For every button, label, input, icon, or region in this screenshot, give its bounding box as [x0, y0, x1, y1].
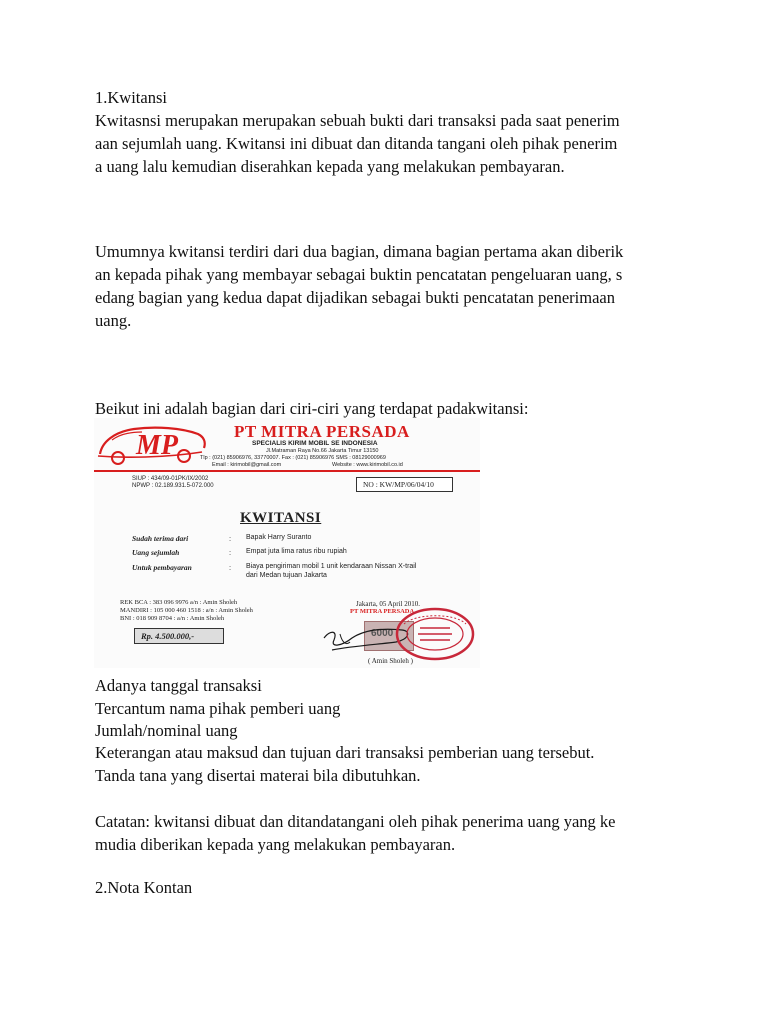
logo-text: MP	[136, 430, 178, 461]
amount-box	[134, 628, 224, 644]
field-colon: :	[229, 534, 232, 543]
amount-value: Rp. 4.500.000,-	[141, 631, 195, 641]
note-line: mudia diberikan kepada yang melakukan pembayaran.	[95, 835, 456, 854]
paragraph-line: uang.	[95, 311, 132, 330]
paragraph-line: edang bagian yang kedua dapat dijadikan sebagai bukti pencatatan penerimaan	[95, 288, 615, 307]
company-email: Email : kirimobil@gmail.com	[212, 462, 282, 468]
company-phone: Tlp : (021) 85906976, 33770007. Fax : (021) 85906976 SMS : 08129000969	[200, 455, 386, 461]
paragraph-line: a uang lalu kemudian diserahkan kepada yang melakukan pembayaran.	[95, 157, 565, 176]
receipt-image	[94, 418, 480, 668]
field-value: Biaya pengiriman mobil 1 unit kendaraan Nissan X-trail	[246, 563, 417, 570]
feature-item: Adanya tanggal transaksi	[95, 676, 262, 695]
header-divider	[94, 470, 480, 472]
bank-account: MANDIRI : 105 000 460 1518 : a/n : Amin Sholeh	[120, 607, 253, 614]
field-label: Untuk pembayaran	[132, 563, 192, 572]
bank-account: REK BCA : 383 096 9976 a/n : Amin Sholeh	[120, 599, 238, 606]
feature-item: Tercantum nama pihak pemberi uang	[95, 699, 341, 718]
feature-item: Keterangan atau maksud dan tujuan dari transaksi pemberian uang tersebut.	[95, 743, 595, 762]
receipt-number-box	[356, 477, 453, 492]
field-label: Uang sejumlah	[132, 548, 180, 557]
bank-account: BNI : 018 909 8704 : a/n : Amin Sholeh	[120, 615, 225, 622]
company-tagline: SPECIALIS KIRIM MOBIL SE INDONESIA	[252, 440, 378, 447]
receipt-title: KWITANSI	[240, 510, 322, 526]
field-colon: :	[229, 563, 232, 572]
section-heading-kwitansi: 1.Kwitansi	[95, 88, 167, 107]
signer-name: ( Amin Sholeh )	[368, 657, 413, 665]
field-colon: :	[229, 548, 232, 557]
field-value-cont: dari Medan tujuan Jakarta	[246, 572, 327, 579]
feature-item: Jumlah/nominal uang	[95, 721, 238, 740]
signature-company: PT MITRA PERSADA	[350, 608, 415, 615]
company-address: Jl.Matraman Raya No.66 Jakarta Timur 13150	[266, 448, 379, 454]
npwp-number: NPWP : 02.189.931.5-072.000	[132, 483, 214, 489]
paragraph-line: Umumnya kwitansi terdiri dari dua bagian, dimana bagian pertama akan diberik	[95, 242, 624, 261]
field-label: Sudah terima dari	[132, 534, 189, 543]
company-stamp-icon	[394, 606, 476, 662]
field-value: Empat juta lima ratus ribu rupiah	[246, 548, 347, 555]
company-website: Website : www.kirimobil.co.id	[332, 462, 403, 468]
note-line: Catatan: kwitansi dibuat dan ditandatangani oleh pihak penerima uang yang ke	[95, 812, 616, 831]
company-logo-icon	[94, 420, 209, 468]
siup-number: SIUP : 434/09-01PK/IX/2002	[132, 476, 209, 482]
paragraph-line: Kwitasnsi merupakan merupakan sebuah bukti dari transaksi pada saat penerim	[95, 111, 620, 130]
company-name: PT MITRA PERSADA	[234, 422, 410, 441]
stamp-duty-value: 6000	[371, 628, 394, 639]
section-heading-nota-kontan: 2.Nota Kontan	[95, 878, 193, 897]
receipt-intro: Beikut ini adalah bagian dari ciri-ciri yang terdapat padakwitansi:	[95, 399, 529, 418]
receipt-date: Jakarta, 05 April 2010.	[356, 600, 420, 608]
receipt-number: NO : KW/MP/06/04/10	[363, 480, 434, 489]
paragraph-line: an kepada pihak yang membayar sebagai buktin pencatatan pengeluaran uang, s	[95, 265, 623, 284]
feature-item: Tanda tana yang disertai materai bila dibutuhkan.	[95, 766, 421, 785]
field-value: Bapak Harry Suranto	[246, 534, 312, 541]
paragraph-line: aan sejumlah uang. Kwitansi ini dibuat dan ditanda tangani oleh pihak penerim	[95, 134, 618, 153]
